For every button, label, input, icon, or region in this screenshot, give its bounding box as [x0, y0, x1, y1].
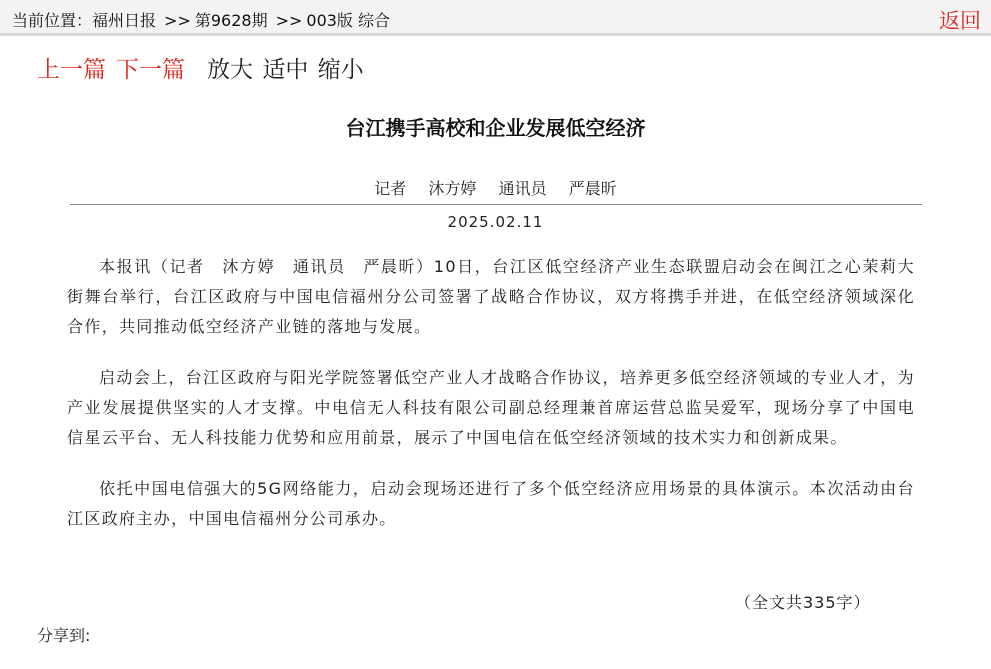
article-date: 2025.02.11 [447, 213, 544, 231]
breadcrumb [12, 8, 390, 31]
article-title: 台江携手高校和企业发展低空经济 [345, 116, 646, 140]
article-byline: 记者 沐方婷 通讯员 严晨昕 [374, 179, 617, 198]
next-article-link[interactable]: 下一篇 [116, 57, 185, 83]
zoom-out-link[interactable]: 缩小 [317, 57, 364, 83]
article-paragraph: 启动会上，台江区政府与阳光学院签署低空产业人才战略合作协议，培养更多低空经济领域的专业人才，为产业发展提供坚实的人才支撑。中电信无人科技有限公司副总经理兼首席运营总监吴爱军，现场分享了中国电信星云平台、无人科技能力优势和应用前景，展示了中国电信在低空经济领域的技术实力和创新成果。 [67, 368, 915, 447]
top-bar [0, 0, 991, 36]
zoom-in-link[interactable]: 放大 [207, 57, 253, 83]
zoom-fit-link[interactable]: 适中 [262, 57, 309, 83]
word-count: （全文共335字） [735, 593, 871, 612]
breadcrumb-page-link[interactable]: 003版 综合 [306, 11, 391, 30]
breadcrumb-separator: >> [275, 11, 303, 30]
breadcrumb-paper-link[interactable]: 福州日报 [92, 11, 157, 30]
article-paragraph: 依托中国电信强大的5G网络能力，启动会现场还进行了多个低空经济应用场景的具体演示。本次活动由台江区政府主办，中国电信福州分公司承办。 [67, 479, 915, 528]
divider [70, 204, 922, 205]
prev-article-link[interactable]: 上一篇 [37, 57, 106, 83]
back-link[interactable]: 返回 [939, 9, 981, 33]
breadcrumb-issue-link[interactable]: 第9628期 [194, 11, 268, 30]
article-nav [37, 51, 366, 84]
article-body [67, 252, 915, 555]
breadcrumb-prefix: 当前位置： [12, 11, 93, 30]
breadcrumb-separator: >> [164, 11, 191, 30]
share-label: 分享到: [37, 626, 91, 645]
article-paragraph: 本报讯（记者 沐方婷 通讯员 严晨昕）10日，台江区低空经济产业生态联盟启动会在闽江之心茉莉大街舞台举行，台江区政府与中国电信福州分公司签署了战略合作协议，双方将携手并进，在低空经济领域深化合作，共同推动低空经济产业链的落地与发展。 [67, 257, 915, 336]
